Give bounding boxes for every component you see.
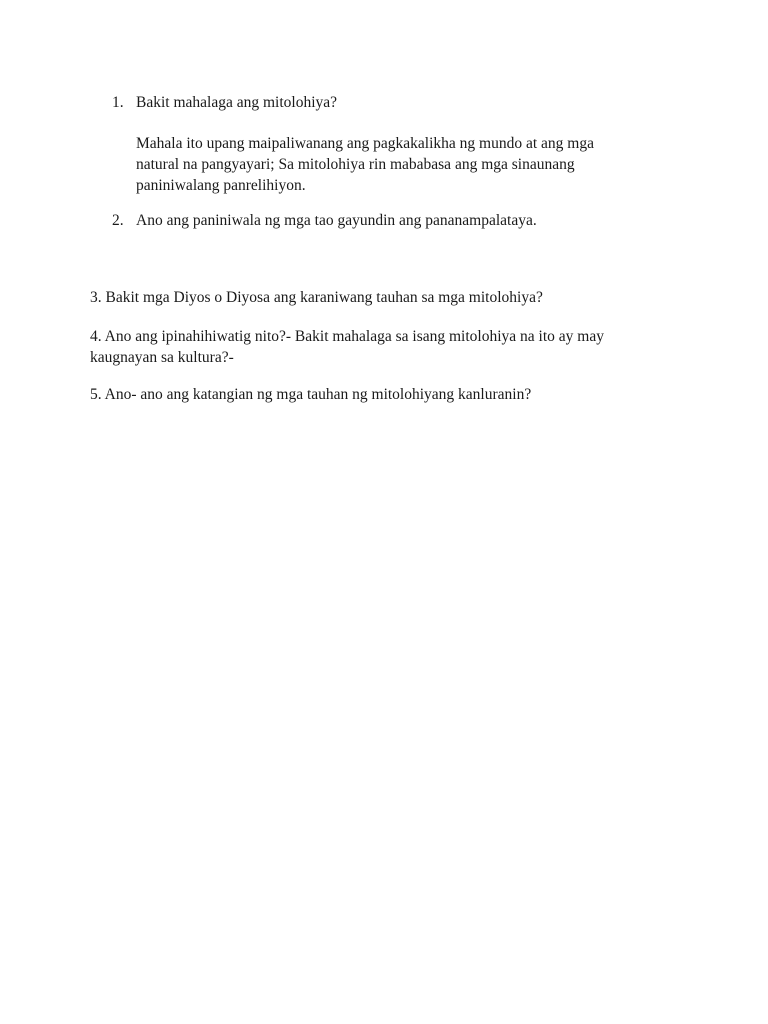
- question-1: [112, 92, 672, 113]
- question-4-line-1: 4. Ano ang ipinahihiwatig nito?- Bakit mahalaga sa isang mitolohiya na ito ay may: [90, 328, 604, 345]
- question-1-number: 1.: [112, 94, 124, 111]
- question-5: 5. Ano- ano ang katangian ng mga tauhan ng mitolohiyang kanluranin?: [90, 386, 532, 403]
- answer-1-line-3: paniniwalang panrelihiyon.: [136, 177, 306, 194]
- answer-1-line-2: natural na pangyayari; Sa mitolohiya rin mababasa ang mga sinaunang: [136, 156, 575, 173]
- question-4: [90, 326, 680, 368]
- answer-1-line-1: Mahala ito upang maipaliwanang ang pagkakalikha ng mundo at ang mga: [136, 135, 594, 152]
- question-2: [112, 210, 672, 231]
- answer-1: [136, 133, 676, 196]
- question-2-number: 2.: [112, 212, 124, 229]
- question-2-text: Ano ang paniniwala ng mga tao gayundin ang pananampalataya.: [136, 212, 537, 229]
- question-1-text: Bakit mahalaga ang mitolohiya?: [136, 94, 338, 111]
- question-3: 3. Bakit mga Diyos o Diyosa ang karaniwang tauhan sa mga mitolohiya?: [90, 289, 543, 306]
- question-4-line-2: kaugnayan sa kultura?-: [90, 349, 234, 366]
